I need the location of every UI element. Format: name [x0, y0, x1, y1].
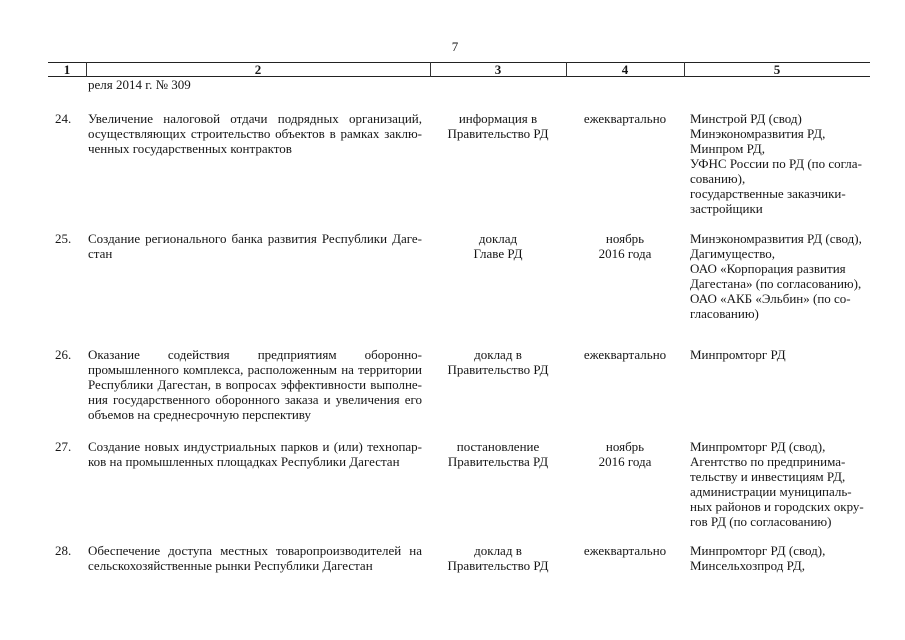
deadline-cell [566, 347, 684, 362]
responsible-cell [690, 439, 868, 529]
measure-line: осуществляющих строительство объектов в рамках заклю- [88, 126, 422, 141]
page-number: 7 [451, 39, 459, 54]
continuation-text: реля 2014 г. № 309 [88, 77, 191, 92]
responsible-line: государственные заказчики- [690, 186, 846, 201]
measure-cell [88, 111, 422, 156]
row-number: 28. [55, 543, 72, 558]
responsible-line: ных районов и городских окру- [690, 499, 864, 514]
column-header-4: 4 [621, 62, 629, 77]
responsible-line: сованию), [690, 171, 746, 186]
column-header-5: 5 [773, 62, 781, 77]
deadline-line: ежеквартально [583, 111, 667, 126]
responsible-line: застройщики [690, 201, 763, 216]
responsible-line: УФНС России по РД (по согла- [690, 156, 862, 171]
deadline-line: ежеквартально [583, 543, 667, 558]
measure-cell [88, 231, 422, 261]
report-form-line: Правительства РД [447, 454, 549, 469]
deadline-line: ежеквартально [583, 347, 667, 362]
responsible-line: Агентство по предпринима- [690, 454, 846, 469]
report-form-line: постановление [456, 439, 540, 454]
measure-line: ния государственного оборонного заказа и увеличения его [88, 392, 422, 407]
responsible-line: гласованию) [690, 306, 759, 321]
report-form-line: Правительство РД [447, 362, 549, 377]
measure-line: Создание регионального банка развития Республики Даге- [88, 231, 422, 246]
measure-line: ков на промышленных площадках Республики Дагестан [88, 454, 400, 469]
responsible-line: Минэкономразвития РД, [690, 126, 826, 141]
measure-cell [88, 347, 422, 422]
report-form-line: доклад в [474, 543, 522, 558]
deadline-cell [566, 231, 684, 261]
deadline-cell [566, 439, 684, 469]
responsible-cell [690, 111, 868, 216]
deadline-line: 2016 года [598, 246, 652, 261]
responsible-cell [690, 543, 868, 573]
responsible-line: Дагимущество, [690, 246, 776, 261]
responsible-line: Минсельхозпрод РД, [690, 558, 806, 573]
measure-line: Создание новых индустриальных парков и (или) технопар- [88, 439, 422, 454]
row-number: 25. [55, 231, 72, 246]
column-header-2: 2 [254, 62, 262, 77]
measure-cell [88, 439, 422, 469]
responsible-line: гов РД (по согласованию) [690, 514, 832, 529]
column-header-3: 3 [494, 62, 502, 77]
deadline-cell [566, 111, 684, 126]
measure-line: сельскохозяйственные рынки Республики Дагестан [88, 558, 373, 573]
responsible-line: администрации муниципаль- [690, 484, 852, 499]
measure-cell [88, 543, 422, 573]
responsible-line: Минпромторг РД [690, 347, 786, 362]
report-form-cell [430, 347, 566, 377]
deadline-line: 2016 года [598, 454, 652, 469]
measure-line: промышленного комплекса, расположенным на территории [88, 362, 422, 377]
column-header-1: 1 [63, 62, 71, 77]
measure-line: ченных государственных контрактов [88, 141, 292, 156]
responsible-line: Дагестана» (по согласованию), [690, 276, 862, 291]
measure-line: Республики Дагестан, в вопросах эффективности выполне- [88, 377, 422, 392]
responsible-line: Минэкономразвития РД (свод), [690, 231, 862, 246]
measure-line: объемов на среднесрочную перспективу [88, 407, 311, 422]
deadline-line: ноябрь [605, 439, 645, 454]
responsible-line: ОАО «АКБ «Эльбин» (по со- [690, 291, 851, 306]
responsible-cell [690, 347, 868, 362]
measure-line: Увеличение налоговой отдачи подрядных организаций, [88, 111, 422, 126]
deadline-line: ноябрь [605, 231, 645, 246]
responsible-line: Минпром РД, [690, 141, 766, 156]
measure-line: стан [88, 246, 113, 261]
responsible-line: Минстрой РД (свод) [690, 111, 802, 126]
responsible-line: Минпромторг РД (свод), [690, 543, 826, 558]
report-form-cell [430, 231, 566, 261]
report-form-cell [430, 439, 566, 469]
responsible-line: Минпромторг РД (свод), [690, 439, 826, 454]
measure-line: Обеспечение доступа местных товаропроизводителей на [88, 543, 422, 558]
responsible-cell [690, 231, 868, 321]
report-form-line: Правительство РД [447, 558, 549, 573]
report-form-line: Главе РД [473, 246, 523, 261]
report-form-line: доклад в [474, 347, 522, 362]
report-form-line: Правительство РД [447, 126, 549, 141]
report-form-line: информация в [458, 111, 538, 126]
responsible-line: тельству и инвестициям РД, [690, 469, 846, 484]
row-number: 27. [55, 439, 72, 454]
measure-line: Оказание содействия предприятиям оборонно- [88, 347, 422, 362]
report-form-cell [430, 111, 566, 141]
report-form-line: доклад [478, 231, 518, 246]
row-number: 24. [55, 111, 72, 126]
responsible-line: ОАО «Корпорация развития [690, 261, 846, 276]
deadline-cell [566, 543, 684, 558]
report-form-cell [430, 543, 566, 573]
row-number: 26. [55, 347, 72, 362]
